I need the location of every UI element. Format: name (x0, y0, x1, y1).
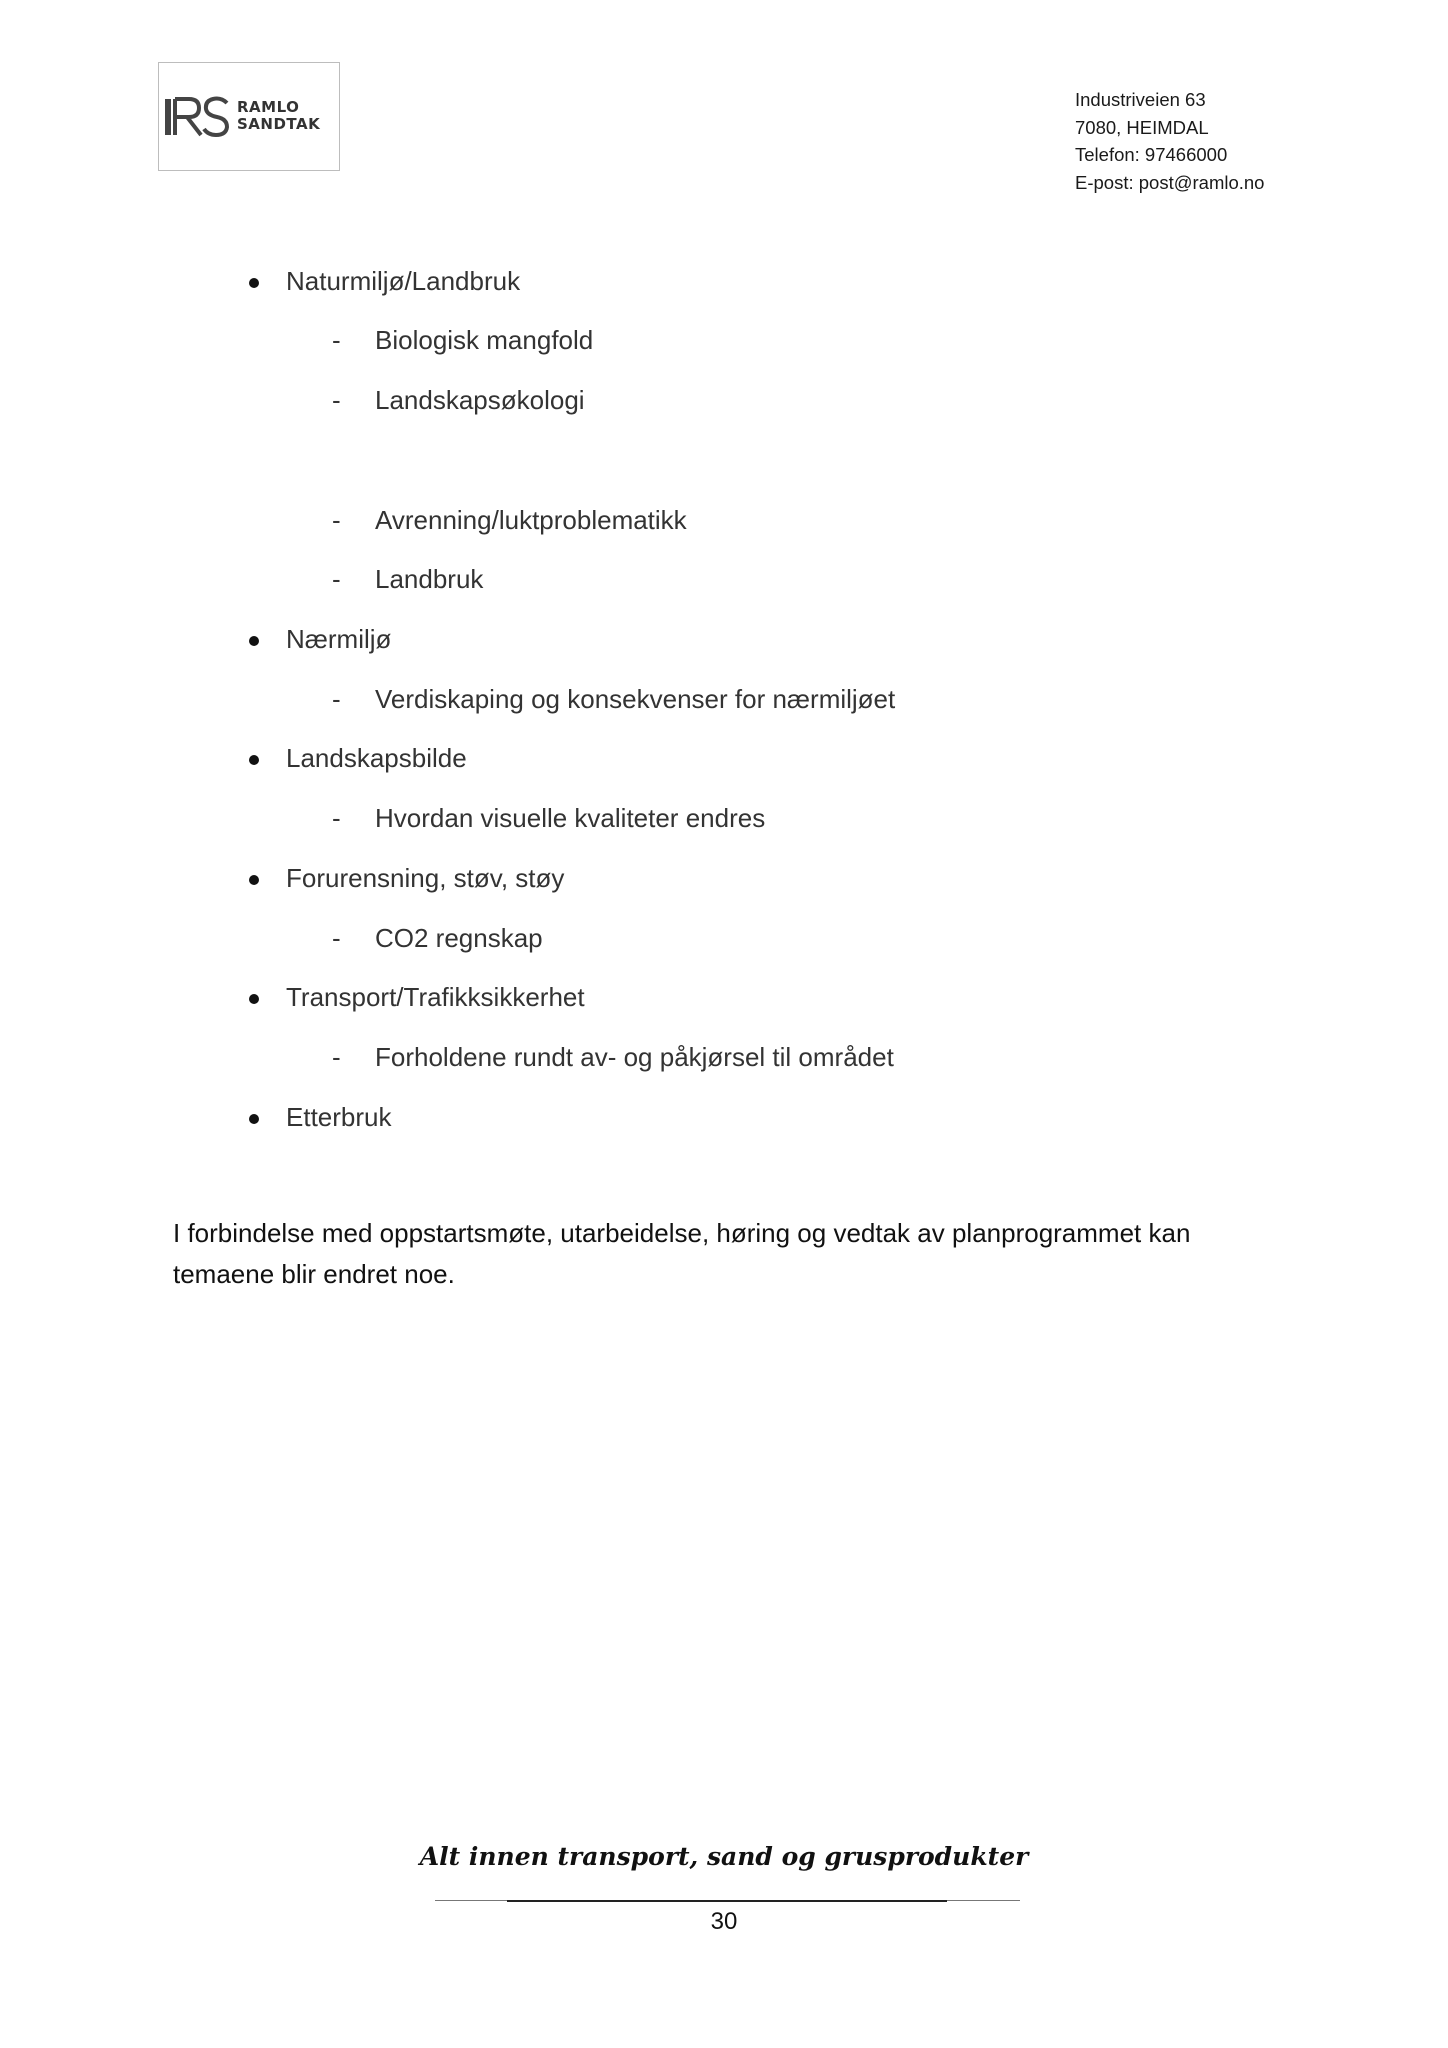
logo-line-2: SANDTAK (237, 115, 321, 133)
list-subitem (332, 325, 594, 356)
list-subitem (332, 564, 484, 595)
dash-marker: - (332, 385, 341, 415)
address-postal: 7080, HEIMDAL (1075, 116, 1209, 138)
company-address (1075, 86, 1264, 196)
list-item-label: Etterbruk (286, 1102, 392, 1132)
bullet-icon (249, 755, 259, 765)
footer-divider (435, 1900, 1020, 1901)
address-street: Industriveien 63 (1075, 89, 1206, 110)
list-item-label: Transport/Trafikksikkerhet (286, 982, 585, 1012)
list-subitem (332, 923, 543, 954)
list-item (286, 624, 391, 655)
list-subitem-label: Landbruk (375, 564, 484, 594)
list-item (286, 743, 467, 774)
list-item-label: Naturmiljø/Landbruk (286, 266, 521, 296)
list-subitem (332, 684, 896, 715)
list-subitem-label: Landskapsøkologi (375, 385, 585, 415)
list-subitem (332, 1042, 894, 1073)
list-subitem-label: Biologisk mangfold (375, 325, 594, 355)
list-item (286, 863, 564, 894)
logo-wordmark (237, 99, 320, 133)
bullet-icon (249, 875, 259, 885)
company-logo (158, 62, 340, 171)
dash-marker: - (332, 1042, 341, 1072)
list-subitem (332, 385, 585, 416)
dash-marker: - (332, 923, 341, 953)
dash-marker: - (332, 564, 341, 594)
list-item (286, 266, 520, 297)
list-subitem (332, 505, 687, 536)
bullet-icon (249, 278, 259, 288)
body-paragraph: I forbindelse med oppstartsmøte, utarbeidelse, høring og vedtak av planprogrammet kan temaene blir endret noe. (173, 1218, 1191, 1289)
list-item-label: Forurensning, støv, støy (286, 863, 565, 893)
list-subitem-label: Hvordan visuelle kvaliteter endres (375, 803, 766, 833)
footer-divider-accent (507, 1900, 947, 1902)
logo-line-1: RAMLO (237, 98, 300, 116)
address-email: E-post: post@ramlo.no (1075, 171, 1265, 193)
list-subitem (332, 803, 766, 834)
dash-marker: - (332, 803, 341, 833)
list-subitem-label: Forholdene rundt av- og påkjørsel til området (375, 1042, 894, 1072)
dash-marker: - (332, 325, 341, 355)
bullet-icon (249, 636, 259, 646)
bullet-icon (249, 1114, 259, 1124)
dash-marker: - (332, 505, 341, 535)
list-subitem-label: Avrenning/luktproblematikk (375, 505, 687, 535)
list-subitem-label: Verdiskaping og konsekvenser for nærmiljøet (375, 684, 896, 714)
bullet-icon (249, 994, 259, 1004)
address-phone: Telefon: 97466000 (1075, 144, 1228, 165)
list-item-label: Nærmiljø (286, 624, 392, 654)
list-subitem-label: CO2 regnskap (375, 923, 543, 953)
page-number: 30 (710, 1908, 738, 1935)
dash-marker: - (332, 684, 341, 714)
list-item (286, 982, 585, 1013)
list-item-label: Landskapsbilde (286, 743, 467, 773)
list-item (286, 1102, 392, 1133)
footer-tagline: Alt innen transport, sand og grusprodukter (419, 1842, 1029, 1871)
